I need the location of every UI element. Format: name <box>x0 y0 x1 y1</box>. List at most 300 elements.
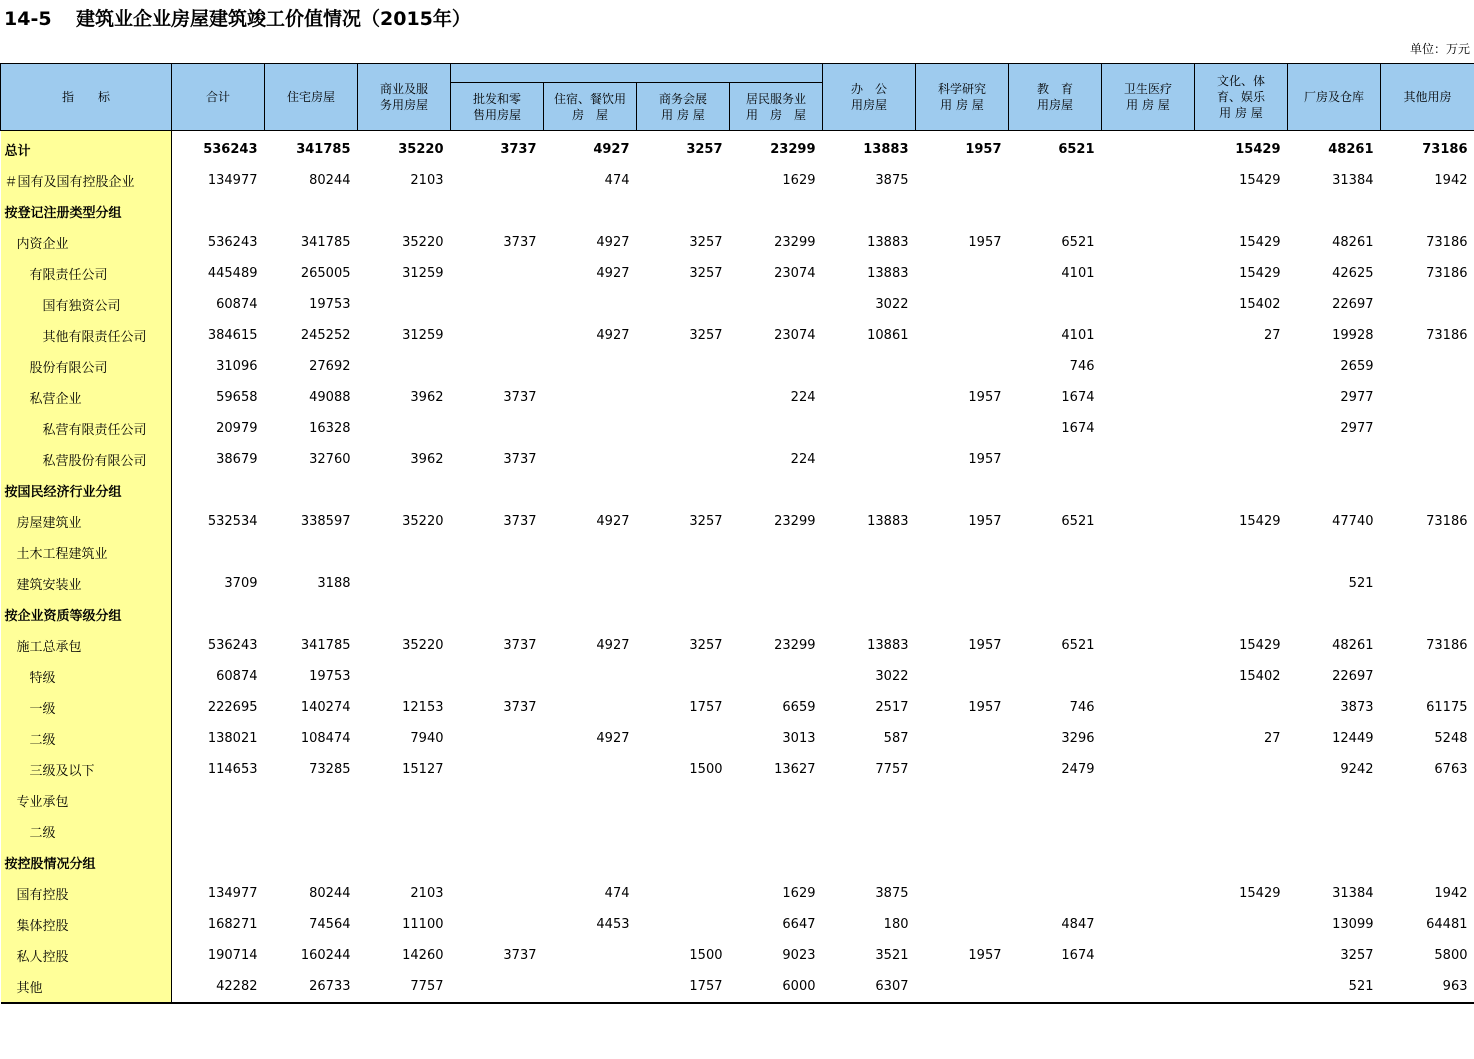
table-cell <box>544 413 637 444</box>
table-cell <box>544 568 637 599</box>
table-cell: 2977 <box>1340 390 1374 405</box>
table-cell <box>823 568 916 599</box>
table-cell <box>172 537 265 568</box>
header-resident-service: 居民服务业 用 房 屋 <box>730 83 823 131</box>
table-cell: 6521 <box>1061 638 1095 653</box>
table-cell <box>1195 537 1288 568</box>
table-cell: 60874 <box>216 669 258 684</box>
table-cell: 74564 <box>309 917 351 932</box>
table-cell: 3873 <box>1340 700 1374 715</box>
table-cell <box>358 475 451 506</box>
table-cell <box>1102 847 1195 878</box>
table-cell <box>451 289 544 320</box>
table-cell <box>451 599 544 630</box>
table-row <box>1 661 1474 692</box>
table-cell: 7940 <box>410 731 444 746</box>
table-row <box>1 289 1474 320</box>
table-cell: 15429 <box>1239 235 1281 250</box>
table-cell <box>358 351 451 382</box>
table-cell <box>1195 444 1288 475</box>
table-cell: 3962 <box>410 390 444 405</box>
table-row <box>1 506 1474 537</box>
table-cell <box>544 599 637 630</box>
row-label: 其他有限责任公司 <box>1 320 172 351</box>
table-cell: 1942 <box>1434 173 1468 188</box>
table-cell: 31259 <box>402 328 444 343</box>
table-cell: 27692 <box>309 359 351 374</box>
table-cell: 15429 <box>1239 638 1281 653</box>
table-cell: 42282 <box>172 971 265 1003</box>
table-cell <box>916 971 1009 1003</box>
table-cell: 23299 <box>774 514 816 529</box>
row-label: 施工总承包 <box>1 630 172 661</box>
table-cell: 13883 <box>867 235 909 250</box>
table-cell: 3737 <box>503 390 537 405</box>
table-cell <box>730 816 823 847</box>
row-label: ＃国有及国有控股企业 <box>1 165 172 196</box>
table-cell <box>265 599 358 630</box>
table-cell: 1957 <box>968 638 1002 653</box>
table-cell: 3257 <box>686 142 723 157</box>
table-cell <box>265 537 358 568</box>
table-cell <box>544 692 637 723</box>
table-cell: 23299 <box>770 142 816 157</box>
table-cell: 1957 <box>968 514 1002 529</box>
table-cell: 3737 <box>500 142 537 157</box>
row-label: 内资企业 <box>1 227 172 258</box>
table-cell <box>823 444 916 475</box>
table-cell <box>1102 165 1195 196</box>
table-cell: 3737 <box>503 638 537 653</box>
table-cell: 4927 <box>596 328 630 343</box>
table-cell: 1942 <box>1434 886 1468 901</box>
table-row <box>1 599 1474 630</box>
table-cell <box>1381 382 1474 413</box>
table-cell <box>1102 878 1195 909</box>
table-row <box>1 630 1474 661</box>
header-other: 其他用房 <box>1381 64 1474 131</box>
table-row <box>1 382 1474 413</box>
table-cell: 22697 <box>1332 297 1374 312</box>
row-label: 有限责任公司 <box>1 258 172 289</box>
row-label: 私营有限责任公司 <box>1 413 172 444</box>
table-cell: 48261 <box>1332 235 1374 250</box>
table-cell: 73186 <box>1426 514 1468 529</box>
table-cell: 3257 <box>689 266 723 281</box>
table-cell <box>916 568 1009 599</box>
table-cell <box>1381 847 1474 878</box>
table-cell <box>1009 816 1102 847</box>
table-cell <box>1102 196 1195 227</box>
table-body <box>1 131 1474 1004</box>
table-cell: 42625 <box>1332 266 1374 281</box>
table-cell <box>451 754 544 785</box>
header-business-exhibition: 商务会展 用 房 屋 <box>637 83 730 131</box>
table-row <box>1 196 1474 227</box>
table-row <box>1 723 1474 754</box>
table-cell <box>1381 568 1474 599</box>
table-cell <box>916 847 1009 878</box>
table-cell <box>358 568 451 599</box>
table-cell <box>451 816 544 847</box>
table-cell <box>451 165 544 196</box>
table-cell: 3875 <box>875 173 909 188</box>
table-cell <box>544 785 637 816</box>
table-cell: 19928 <box>1332 328 1374 343</box>
table-cell: 1674 <box>1061 948 1095 963</box>
table-cell <box>1381 785 1474 816</box>
row-label: 建筑安装业 <box>1 568 172 599</box>
table-cell <box>1102 568 1195 599</box>
table-cell <box>637 568 730 599</box>
header-office: 办 公 用房屋 <box>823 64 916 131</box>
table-cell: 16328 <box>309 421 351 436</box>
table-cell <box>1288 196 1381 227</box>
table-cell <box>265 816 358 847</box>
table-cell: 35220 <box>402 514 444 529</box>
table-row <box>1 537 1474 568</box>
table-cell <box>1009 785 1102 816</box>
table-cell: 338597 <box>300 514 351 529</box>
table-cell: 1629 <box>782 886 816 901</box>
table-cell <box>451 351 544 382</box>
table-cell: 3737 <box>503 514 537 529</box>
table-cell <box>358 537 451 568</box>
row-label: 私营企业 <box>1 382 172 413</box>
row-label: 国有控股 <box>1 878 172 909</box>
header-factory-warehouse: 厂房及仓库 <box>1288 64 1381 131</box>
table-cell: 15429 <box>1239 514 1281 529</box>
table-cell <box>1102 444 1195 475</box>
table-cell: 12153 <box>402 700 444 715</box>
table-cell <box>544 475 637 506</box>
table-cell: 134977 <box>207 886 258 901</box>
table-cell <box>1288 785 1381 816</box>
table-cell: 168271 <box>207 917 258 932</box>
table-cell: 4927 <box>596 514 630 529</box>
table-cell: 3257 <box>689 235 723 250</box>
table-cell: 2103 <box>410 173 444 188</box>
table-cell <box>1009 475 1102 506</box>
table-cell: 160244 <box>300 948 351 963</box>
table-cell <box>823 599 916 630</box>
table-cell: 134977 <box>207 173 258 188</box>
table-cell: 384615 <box>207 328 258 343</box>
row-label: 房屋建筑业 <box>1 506 172 537</box>
table-cell <box>1195 816 1288 847</box>
table-cell: 64481 <box>1426 917 1468 932</box>
table-cell <box>1381 444 1474 475</box>
table-cell: 180 <box>883 917 909 932</box>
table-row <box>1 351 1474 382</box>
table-cell <box>823 475 916 506</box>
table-cell: 73186 <box>1422 142 1468 157</box>
table-cell: 23299 <box>774 235 816 250</box>
table-cell <box>637 909 730 940</box>
table-cell <box>172 847 265 878</box>
table-cell <box>730 351 823 382</box>
table-cell: 1674 <box>1061 390 1095 405</box>
table-cell: 140274 <box>300 700 351 715</box>
table-row <box>1 971 1474 1003</box>
table-cell <box>1381 475 1474 506</box>
table-cell <box>1381 351 1474 382</box>
table-cell <box>451 847 544 878</box>
table-cell <box>823 382 916 413</box>
table-cell: 4927 <box>596 235 630 250</box>
table-cell: 587 <box>883 731 909 746</box>
table-cell <box>637 196 730 227</box>
table-cell: 73186 <box>1426 328 1468 343</box>
table-cell: 3737 <box>503 235 537 250</box>
table-cell <box>451 785 544 816</box>
table-cell: 15429 <box>1239 886 1281 901</box>
table-cell: 3188 <box>317 576 351 591</box>
table-cell <box>451 537 544 568</box>
table-cell <box>1009 568 1102 599</box>
row-label: 按登记注册类型分组 <box>1 196 172 227</box>
header-residential: 住宅房屋 <box>265 64 358 131</box>
table-cell <box>451 568 544 599</box>
table-cell <box>916 723 1009 754</box>
table-cell <box>358 599 451 630</box>
table-cell: 27 <box>1263 731 1281 746</box>
table-cell: 341785 <box>300 638 351 653</box>
table-cell <box>916 909 1009 940</box>
table-cell: 4101 <box>1061 328 1095 343</box>
table-cell: 13883 <box>863 142 909 157</box>
table-cell <box>544 382 637 413</box>
table-cell: 474 <box>604 886 630 901</box>
table-cell <box>358 847 451 878</box>
table-cell: 6647 <box>782 917 816 932</box>
table-cell <box>1102 351 1195 382</box>
table-cell: 224 <box>790 390 816 405</box>
table-cell <box>451 475 544 506</box>
table-cell: 4847 <box>1061 917 1095 932</box>
table-cell: 963 <box>1381 971 1474 1003</box>
table-cell <box>1102 754 1195 785</box>
table-cell: 536243 <box>207 638 258 653</box>
table-cell: 3737 <box>503 452 537 467</box>
table-cell: 1757 <box>637 971 730 1003</box>
row-label: 按控股情况分组 <box>1 847 172 878</box>
table-cell <box>1195 940 1288 971</box>
unit-label: 单位：万元 <box>1409 42 1470 56</box>
table-cell: 35220 <box>402 235 444 250</box>
table-cell <box>451 320 544 351</box>
table-cell <box>916 289 1009 320</box>
table-cell <box>730 785 823 816</box>
table-cell: 61175 <box>1426 700 1468 715</box>
table-cell <box>823 196 916 227</box>
table-cell <box>1009 971 1102 1003</box>
table-cell <box>1102 661 1195 692</box>
table-cell: 4927 <box>596 731 630 746</box>
table-cell <box>823 816 916 847</box>
table-row <box>1 785 1474 816</box>
table-cell: 1957 <box>968 390 1002 405</box>
table-cell <box>172 816 265 847</box>
table-cell <box>1102 131 1195 166</box>
table-cell <box>265 847 358 878</box>
table-cell <box>730 568 823 599</box>
header-research: 科学研究 用 房 屋 <box>916 64 1009 131</box>
table-cell: 3257 <box>689 638 723 653</box>
table-cell <box>265 785 358 816</box>
row-label: 土木工程建筑业 <box>1 537 172 568</box>
table-cell <box>451 258 544 289</box>
table-cell: 31096 <box>216 359 258 374</box>
table-cell <box>916 599 1009 630</box>
table-cell <box>358 196 451 227</box>
table-cell: 59658 <box>216 390 258 405</box>
table-cell <box>1195 971 1288 1003</box>
table-cell <box>916 816 1009 847</box>
table-cell <box>1009 661 1102 692</box>
table-cell: 3257 <box>689 514 723 529</box>
table-cell <box>1381 289 1474 320</box>
table-cell: 3013 <box>782 731 816 746</box>
table-row <box>1 940 1474 971</box>
table-row <box>1 878 1474 909</box>
table-cell <box>1381 537 1474 568</box>
table-row <box>1 847 1474 878</box>
table-cell <box>1381 413 1474 444</box>
table-row <box>1 131 1474 166</box>
table-cell <box>637 165 730 196</box>
row-label: 私人控股 <box>1 940 172 971</box>
table-cell: 2479 <box>1061 762 1095 777</box>
table-cell: 4927 <box>593 142 630 157</box>
table-cell <box>1009 537 1102 568</box>
header-medical: 卫生医疗 用 房 屋 <box>1102 64 1195 131</box>
table-cell: 31259 <box>402 266 444 281</box>
table-cell <box>172 475 265 506</box>
table-cell: 31384 <box>1332 173 1374 188</box>
table-cell: 31384 <box>1332 886 1374 901</box>
table-row <box>1 568 1474 599</box>
table-row <box>1 754 1474 785</box>
table-cell <box>916 878 1009 909</box>
table-cell: 27 <box>1263 328 1281 343</box>
table-row <box>1 320 1474 351</box>
table-cell: 3521 <box>875 948 909 963</box>
table-cell: 536243 <box>207 235 258 250</box>
table-cell <box>451 196 544 227</box>
table-cell <box>730 413 823 444</box>
table-cell: 6763 <box>1434 762 1468 777</box>
row-label: 集体控股 <box>1 909 172 940</box>
table-cell: 7757 <box>358 971 451 1003</box>
table-cell: 15127 <box>402 762 444 777</box>
table-cell: 10861 <box>867 328 909 343</box>
table-cell <box>1195 196 1288 227</box>
table-cell: 3022 <box>875 297 909 312</box>
table-row <box>1 227 1474 258</box>
row-label: 按企业资质等级分组 <box>1 599 172 630</box>
table-cell <box>1195 413 1288 444</box>
table-cell <box>916 785 1009 816</box>
table-cell: 224 <box>790 452 816 467</box>
table-cell <box>730 537 823 568</box>
table-cell <box>916 258 1009 289</box>
table-cell: 532534 <box>207 514 258 529</box>
table-cell: 13627 <box>774 762 816 777</box>
header-commercial: 商业及服 务用房屋 <box>358 64 451 131</box>
table-cell: 15402 <box>1239 669 1281 684</box>
table-cell: 15429 <box>1235 142 1281 157</box>
table-title <box>4 4 471 31</box>
table-cell <box>1009 847 1102 878</box>
table-cell: 60874 <box>216 297 258 312</box>
table-cell <box>451 909 544 940</box>
table-cell <box>637 599 730 630</box>
table-cell <box>730 661 823 692</box>
table-cell: 3737 <box>503 948 537 963</box>
table-cell: 2977 <box>1340 421 1374 436</box>
table-cell: 245252 <box>300 328 351 343</box>
row-label: 特级 <box>1 661 172 692</box>
table-cell <box>1288 475 1381 506</box>
table-cell <box>1195 785 1288 816</box>
table-cell: 3296 <box>1061 731 1095 746</box>
table-row <box>1 692 1474 723</box>
table-cell <box>172 196 265 227</box>
table-cell: 15429 <box>1239 266 1281 281</box>
table-cell <box>637 382 730 413</box>
table-cell: 114653 <box>207 762 258 777</box>
table-cell <box>916 475 1009 506</box>
table-cell: 23074 <box>774 266 816 281</box>
table-cell <box>544 444 637 475</box>
table-cell <box>1009 289 1102 320</box>
table-cell <box>544 289 637 320</box>
row-label: 国有独资公司 <box>1 289 172 320</box>
table-cell <box>172 785 265 816</box>
table-cell: 3737 <box>503 700 537 715</box>
row-label: 专业承包 <box>1 785 172 816</box>
table-cell: 138021 <box>207 731 258 746</box>
table-cell <box>916 661 1009 692</box>
table-cell <box>1195 599 1288 630</box>
header-lodging-catering: 住宿、餐饮用 房 屋 <box>544 83 637 131</box>
table-cell <box>1102 537 1195 568</box>
row-label: 三级及以下 <box>1 754 172 785</box>
table-number: 14-5 <box>4 8 52 30</box>
row-label: 按国民经济行业分组 <box>1 475 172 506</box>
table-cell <box>358 785 451 816</box>
table-cell <box>1288 599 1381 630</box>
table-cell: 73186 <box>1426 235 1468 250</box>
table-cell: 22697 <box>1332 669 1374 684</box>
table-cell: 5248 <box>1434 731 1468 746</box>
table-cell: 4927 <box>596 638 630 653</box>
table-cell <box>1288 816 1381 847</box>
table-cell: 35220 <box>402 638 444 653</box>
table-cell <box>544 816 637 847</box>
table-cell <box>451 878 544 909</box>
table-header <box>1 64 1474 131</box>
table-cell: 1500 <box>689 762 723 777</box>
table-cell: 190714 <box>207 948 258 963</box>
table-cell <box>544 196 637 227</box>
table-cell: 2659 <box>1340 359 1374 374</box>
table-row <box>1 165 1474 196</box>
table-row <box>1 475 1474 506</box>
table-cell: 3257 <box>689 328 723 343</box>
table-cell: 445489 <box>207 266 258 281</box>
